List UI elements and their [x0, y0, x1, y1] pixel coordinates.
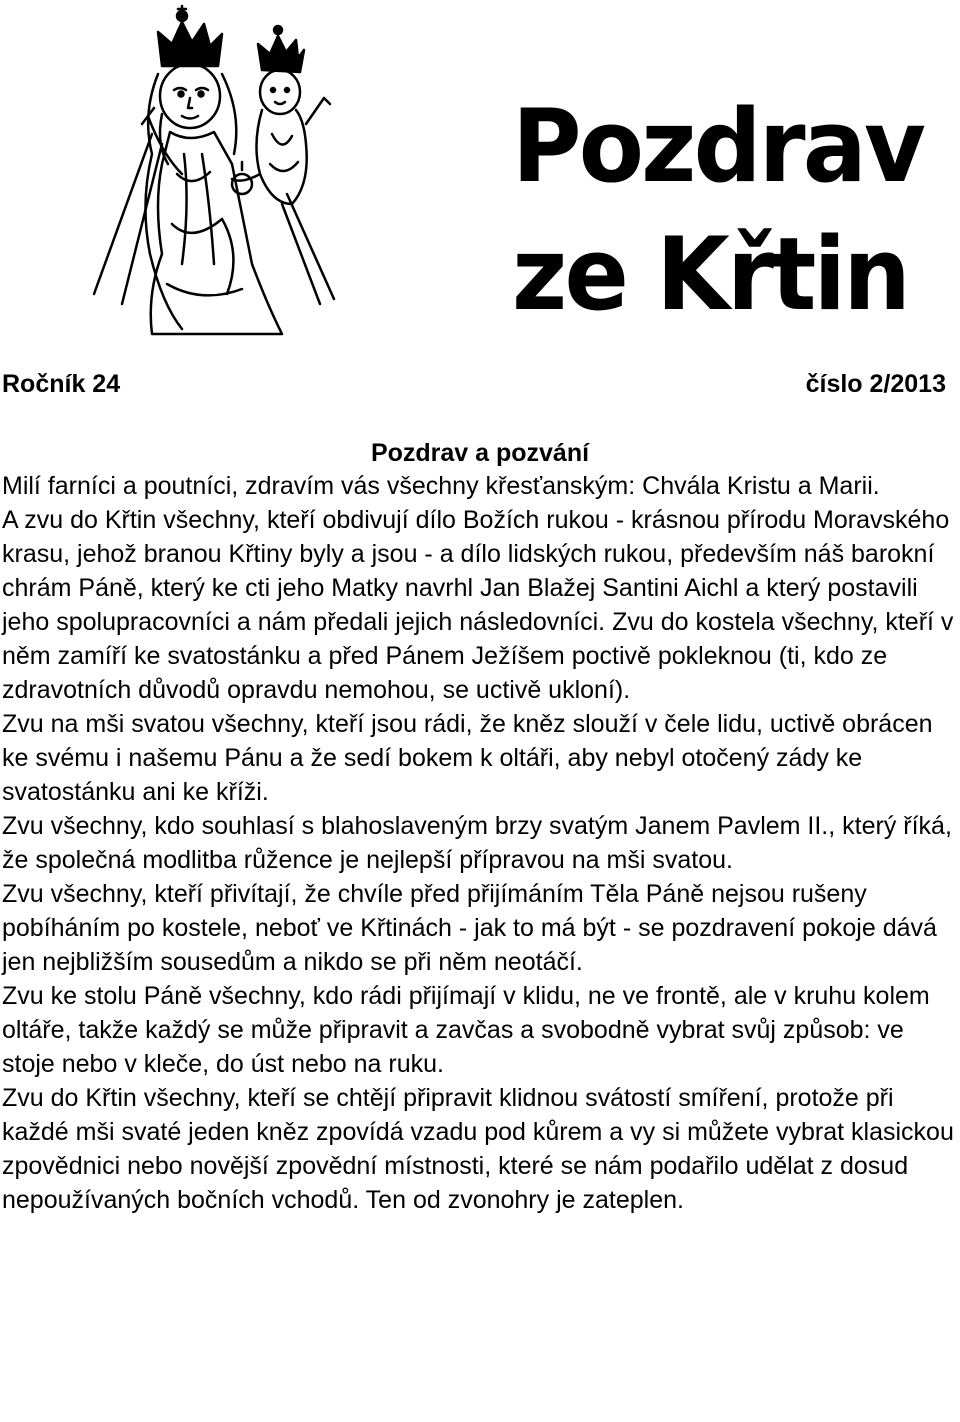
paragraph: Milí farníci a poutníci, zdravím vás všechny křesťanským: Chvála Kristu a Marii.	[2, 472, 880, 500]
article-body	[2, 469, 958, 1217]
masthead-title-line-1: Pozdrav	[512, 87, 924, 205]
paragraph: Zvu ke stolu Páně všechny, kdo rádi přijímají v klidu, ne ve frontě, ale v kruhu kolem oltáře, takže každý se může připravit a zavčas a svobodně vybrat svůj způsob: ve stoje nebo v kleče, do úst nebo na ruku.	[2, 982, 930, 1078]
issue-info	[2, 366, 946, 402]
paragraph: Zvu na mši svatou všechny, kteří jsou rádi, že kněz slouží v čele lidu, uctivě obrácen ke svému i našemu Pánu a že sedí bokem k oltáři, aby nebyl otočený zády ke svatostánku ani ke kříži.	[2, 710, 933, 806]
madonna-with-child-icon	[92, 4, 342, 342]
volume-label: Ročník 24	[2, 370, 121, 398]
masthead-title-line-2: ze Křtin	[512, 215, 909, 333]
masthead-title	[512, 82, 924, 338]
issue-number: číslo 2/2013	[805, 370, 946, 398]
article-title: Pozdrav a pozvání	[370, 439, 590, 467]
paragraph: A zvu do Křtin všechny, kteří obdivují dílo Božích rukou - krásnou přírodu Moravského krasu, jehož branou Křtiny byly a jsou - a dílo lidských rukou, především náš barokní chrám Páně, který ke cti jeho Matky navrhl Jan Blažej Santini Aichl a který postavili jeho spolupracovníci a nám předali jejich následovníci. Zvu do kostela všechny, kteří v něm zamíří ke svatostánku a před Pánem Ježíšem poctivě pokleknou (ti, kdo ze zdravotních důvodů opravdu nemohou, se uctivě ukloní).	[2, 506, 954, 704]
paragraph: Zvu do Křtin všechny, kteří se chtějí připravit klidnou svátostí smíření, protože při každé mši svaté jeden kněz zpovídá vzadu pod kůrem a vy si můžete vybrat klasickou zpovědnici nebo novější zpovědní místnosti, které se nám podařilo udělat z dosud nepoužívaných bočních vchodů. Ten od zvonohry je zateplen.	[2, 1084, 954, 1214]
masthead	[0, 0, 960, 350]
paragraph: Zvu všechny, kdo souhlasí s blahoslaveným brzy svatým Janem Pavlem II., který říká, že společná modlitba růžence je nejlepší přípravou na mši svatou.	[2, 812, 952, 874]
paragraph: Zvu všechny, kteří přivítají, že chvíle před přijímáním Těla Páně nejsou rušeny pobíháním po kostele, neboť ve Křtinách - jak to má být - se pozdravení pokoje dává jen nejbližším sousedům a nikdo se při něm neotáčí.	[2, 880, 937, 976]
